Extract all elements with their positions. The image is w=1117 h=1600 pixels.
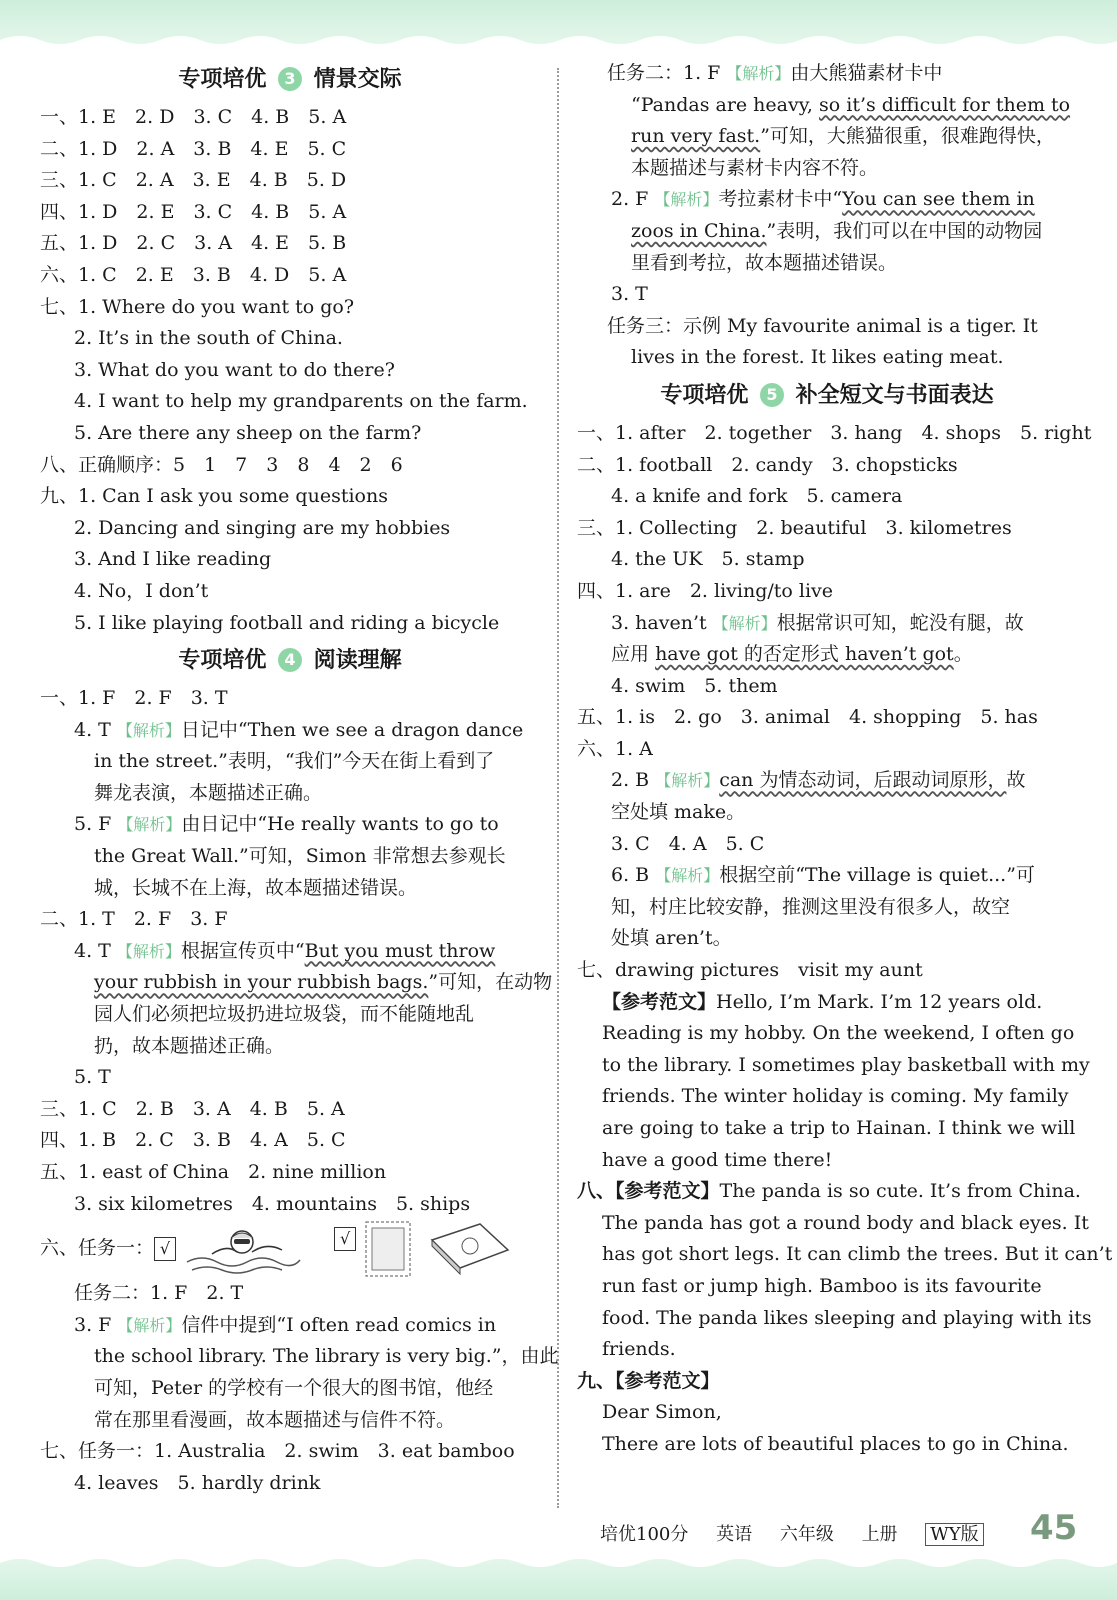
answer-row (577, 608, 1077, 640)
essay-line (577, 1176, 1081, 1208)
section-name: 补全短文与书面表达 (795, 382, 994, 408)
answer-row: 四、1. D 2. E 3. C 4. B 5. A (40, 200, 347, 223)
answer-row: 三、1. C 2. A 3. E 4. B 5. D (40, 169, 347, 192)
answer-row: 五、1. east of China 2. nine million (40, 1161, 387, 1183)
analysis-tag: 【解析】 (655, 866, 720, 886)
item-number: 4. T (74, 718, 111, 741)
analysis-tag: 【解析】 (712, 613, 777, 633)
analysis-text: 园人们必须把垃圾扔进垃圾袋，而不能随地乱 (94, 1003, 475, 1026)
analysis-text: 常在那里看漫画，故本题描述与信件不符。 (94, 1408, 456, 1431)
analysis-text: 由日记中“He really wants to go to (181, 813, 499, 836)
answer-row: 2. Dancing and singing are my hobbies (74, 516, 451, 539)
answer-row: 4. No，I don’t (74, 579, 209, 602)
answer-row (577, 184, 1077, 216)
answer-row: 六、1. C 2. E 3. B 4. D 5. A (40, 263, 347, 286)
analysis-text: 处填 aren’t。 (611, 927, 732, 950)
quoted-text: “Pandas are heavy, (631, 93, 820, 116)
sample-label: 八、【参考范文】 (577, 1180, 720, 1203)
quoted-text: have got 的否定形式 haven’t got (655, 643, 954, 666)
answer-row: 3. What do you want to do there? (74, 358, 395, 381)
analysis-text: the Great Wall.”可知，Simon 非常想去参观长 (94, 845, 506, 868)
stamp-book-illustration (362, 1220, 512, 1278)
answer-row: 六、1. A (577, 737, 653, 760)
answer-row (40, 1310, 540, 1342)
answer-row: 任务二：1. F 2. T (74, 1282, 244, 1305)
essay-line: There are lots of beautiful places to go in China. (602, 1432, 1069, 1455)
answer-row: 三、1. Collecting 2. beautiful 3. kilometres (577, 516, 1012, 539)
footer-subject: 英语 (716, 1524, 753, 1545)
answer-row: 3. C 4. A 5. C (611, 832, 765, 855)
answer-row: 二、1. T 2. F 3. F (40, 908, 228, 931)
analysis-text (577, 216, 1077, 248)
item-number: 2. B (611, 769, 650, 792)
answer-row: 八、正确顺序：5 1 7 3 8 4 2 6 (40, 453, 403, 476)
analysis-text: 根据常识可知，蛇没有腿，故 (776, 611, 1024, 634)
analysis-text: 城，长城不在上海，故本题描述错误。 (94, 876, 418, 899)
answer-row: 一、1. F 2. F 3. T (40, 687, 228, 710)
answer-row: 2. It’s in the south of China. (74, 327, 343, 350)
analysis-tag: 【解析】 (116, 941, 181, 961)
essay-line: have a good time there! (602, 1148, 833, 1171)
analysis-text (577, 639, 1077, 671)
answer-row: 四、1. B 2. C 3. B 4. A 5. C (40, 1129, 346, 1152)
answer-row: 4. leaves 5. hardly drink (74, 1471, 321, 1494)
analysis-text: 里看到考拉，故本题描述错误。 (631, 251, 898, 274)
answer-row: 5. Are there any sheep on the farm? (74, 421, 422, 444)
analysis-tag: 【解析】 (654, 190, 719, 210)
quoted-text: You can see them in (842, 188, 1035, 211)
footer-grade: 六年级 (779, 1524, 834, 1545)
section-label: 专项培优 (660, 382, 749, 408)
analysis-text: 扔，故本题描述正确。 (94, 1034, 285, 1057)
item-number: 4. T (74, 939, 111, 962)
essay-line: has got short legs. It can climb the trees. But it can’t (602, 1243, 1113, 1266)
bottom-decor-band (0, 1555, 1117, 1600)
essay-line: friends. (602, 1338, 676, 1361)
answer-row: 3. T (611, 283, 648, 306)
essay-line: food. The panda likes sleeping and playing with its (602, 1306, 1092, 1329)
analysis-text: 应用 (611, 643, 650, 666)
answer-row: 4. the UK 5. stamp (611, 548, 805, 571)
answer-row: 一、1. after 2. together 3. hang 4. shops 5. right (577, 421, 1092, 444)
analysis-tag: 【解析】 (117, 1315, 182, 1335)
right-column (577, 58, 1113, 1461)
answer-row: 三、1. C 2. B 3. A 4. B 5. A (40, 1097, 345, 1120)
quoted-text: can 为情态动词，后跟动词原形， (719, 769, 1007, 792)
answer-row: 五、1. is 2. go 3. animal 4. shopping 5. has (577, 706, 1038, 729)
analysis-text: 。 (953, 643, 973, 666)
analysis-text: ”表明，我们可以在中国的动物园 (766, 219, 1043, 242)
bottom-wave (0, 1555, 1117, 1600)
page-number: 45 (1030, 1508, 1078, 1548)
answer-row: 任务三：示例 My favourite animal is a tiger. It (607, 314, 1038, 337)
essay-line: run fast or jump high. Bamboo is its favourite (602, 1274, 1042, 1297)
essay-line: are going to take a trip to Hainan. I think we will (602, 1117, 1076, 1139)
analysis-text: ”可知，大熊猫很重，很难跑得快， (760, 125, 1055, 148)
analysis-tag: 【解析】 (116, 720, 181, 740)
column-divider (557, 68, 559, 1508)
analysis-text: 空处填 make。 (611, 801, 746, 824)
answer-row (577, 58, 1077, 90)
section-name: 阅读理解 (313, 648, 402, 674)
item-number: 5. F (74, 813, 112, 836)
footer-brand: 培优100分 (600, 1524, 689, 1545)
quoted-text: your rubbish in your rubbish bags. (94, 971, 429, 994)
top-decor-band (0, 0, 1117, 48)
answer-row (40, 715, 540, 747)
analysis-text: 本题描述与素材卡内容不符。 (631, 156, 879, 179)
answer-row: 4. swim 5. them (611, 674, 778, 697)
analysis-tag: 【解析】 (726, 64, 791, 83)
analysis-text: 故 (1006, 769, 1026, 792)
analysis-text: 知，村庄比较安静，推测这里没有很多人，故空 (611, 895, 1011, 918)
analysis-tag: 【解析】 (117, 815, 182, 835)
answer-row: 七、drawing pictures visit my aunt (577, 959, 923, 982)
item-number: 3. F (74, 1313, 112, 1336)
essay-line: friends. The winter holiday is coming. My family (602, 1085, 1069, 1108)
analysis-text: 根据宣传页中“ (180, 939, 305, 962)
footer-edition: WY版 (925, 1523, 983, 1546)
essay-line: to the library. I sometimes play basketball with my (602, 1053, 1090, 1076)
answer-row: 二、1. D 2. A 3. B 4. E 5. C (40, 137, 347, 160)
analysis-text: 信件中提到“I often read comics in (181, 1313, 497, 1336)
analysis-text: the school library. The library is very big.”，由此 (94, 1345, 559, 1368)
answer-row: 5. T (74, 1066, 111, 1089)
answer-row: 七、任务一：1. Australia 2. swim 3. eat bamboo (40, 1440, 515, 1463)
answer-row: 5. I like playing football and riding a bicycle (74, 611, 500, 634)
analysis-tag: 【解析】 (655, 771, 720, 791)
answer-row: 二、1. football 2. candy 3. chopsticks (577, 453, 958, 476)
section-label: 专项培优 (178, 67, 267, 92)
section-number-badge: 3 (278, 67, 302, 91)
essay-line (577, 987, 1077, 1019)
quoted-text: But you must throw (304, 939, 496, 962)
essay-text: Hello, I’m Mark. I’m 12 years old. (716, 990, 1043, 1013)
essay-line: The panda has got a round body and black eyes. It (602, 1211, 1089, 1234)
sample-label: 【参考范文】 (602, 990, 717, 1013)
section-3-title (40, 58, 540, 102)
analysis-text: 舞龙表演，本题描述正确。 (94, 781, 323, 804)
section-5-title (577, 374, 1077, 418)
analysis-text: 由大熊猫素材卡中 (790, 62, 943, 84)
answer-row: 四、1. are 2. living/to live (577, 579, 833, 602)
quoted-text: run very fast. (631, 125, 761, 148)
answer-row: 五、1. D 2. C 3. A 4. E 5. B (40, 232, 347, 255)
section-4-title (40, 639, 540, 683)
section-name: 情景交际 (313, 67, 402, 92)
answer-row: 九、1. Can I ask you some questions (40, 485, 388, 508)
analysis-text: ”可知，在动物 (428, 971, 553, 994)
answer-row (577, 860, 1077, 892)
item-number: 6. B (611, 864, 650, 887)
analysis-text: 日记中“Then we see a dragon dance (180, 718, 524, 741)
sample-label: 九、【参考范文】 (577, 1369, 720, 1392)
analysis-text (577, 121, 1077, 153)
analysis-text: 根据空前“The village is quiet...”可 (719, 864, 1035, 887)
essay-text: The panda is so cute. It’s from China. (719, 1180, 1081, 1203)
answer-row: 4. I want to help my grandparents on the farm. (74, 390, 528, 413)
answer-row: 一、1. E 2. D 3. C 4. B 5. A (40, 106, 347, 128)
left-column (40, 58, 559, 1499)
item-number: 2. F (611, 188, 649, 211)
swimmer-illustration (182, 1224, 302, 1274)
answer-row: 七、1. Where do you want to go? (40, 295, 355, 318)
checkbox-checked: √ (334, 1227, 356, 1251)
answer-row: 3. And I like reading (74, 548, 272, 571)
answer-row (577, 765, 1077, 797)
quoted-text: zoos in China. (631, 219, 767, 242)
item-number: 3. haven’t (611, 611, 707, 634)
answer-row: lives in the forest. It likes eating meat. (631, 346, 1004, 369)
essay-line: Reading is my hobby. On the weekend, I often go (602, 1022, 1075, 1045)
task-label: 六、任务一： (40, 1237, 155, 1260)
answer-row (40, 936, 540, 968)
answer-row: 3. six kilometres 4. mountains 5. ships (74, 1192, 471, 1215)
answer-row: 4. a knife and fork 5. camera (611, 485, 903, 508)
quoted-text: so it’s difficult for them to (819, 93, 1071, 116)
answer-row (40, 1220, 540, 1278)
analysis-text: 考拉素材卡中“ (718, 188, 843, 211)
section-label: 专项培优 (178, 648, 267, 674)
analysis-text: 可知，Peter 的学校有一个很大的图书馆，他经 (94, 1376, 494, 1399)
analysis-text (40, 967, 553, 999)
checkbox-checked: √ (154, 1237, 176, 1261)
essay-line: Dear Simon, (602, 1401, 722, 1424)
top-wave (0, 0, 1117, 48)
footer-term: 上册 (861, 1524, 898, 1545)
section-number-badge: 4 (278, 648, 302, 672)
analysis-text (577, 90, 1077, 122)
analysis-text: in the street.”表明，“我们”今天在街上看到了 (94, 750, 495, 773)
answer-row (40, 809, 540, 841)
section-number-badge: 5 (760, 383, 784, 407)
task-label: 任务二：1. F (607, 62, 721, 84)
page-footer (600, 1520, 1006, 1546)
